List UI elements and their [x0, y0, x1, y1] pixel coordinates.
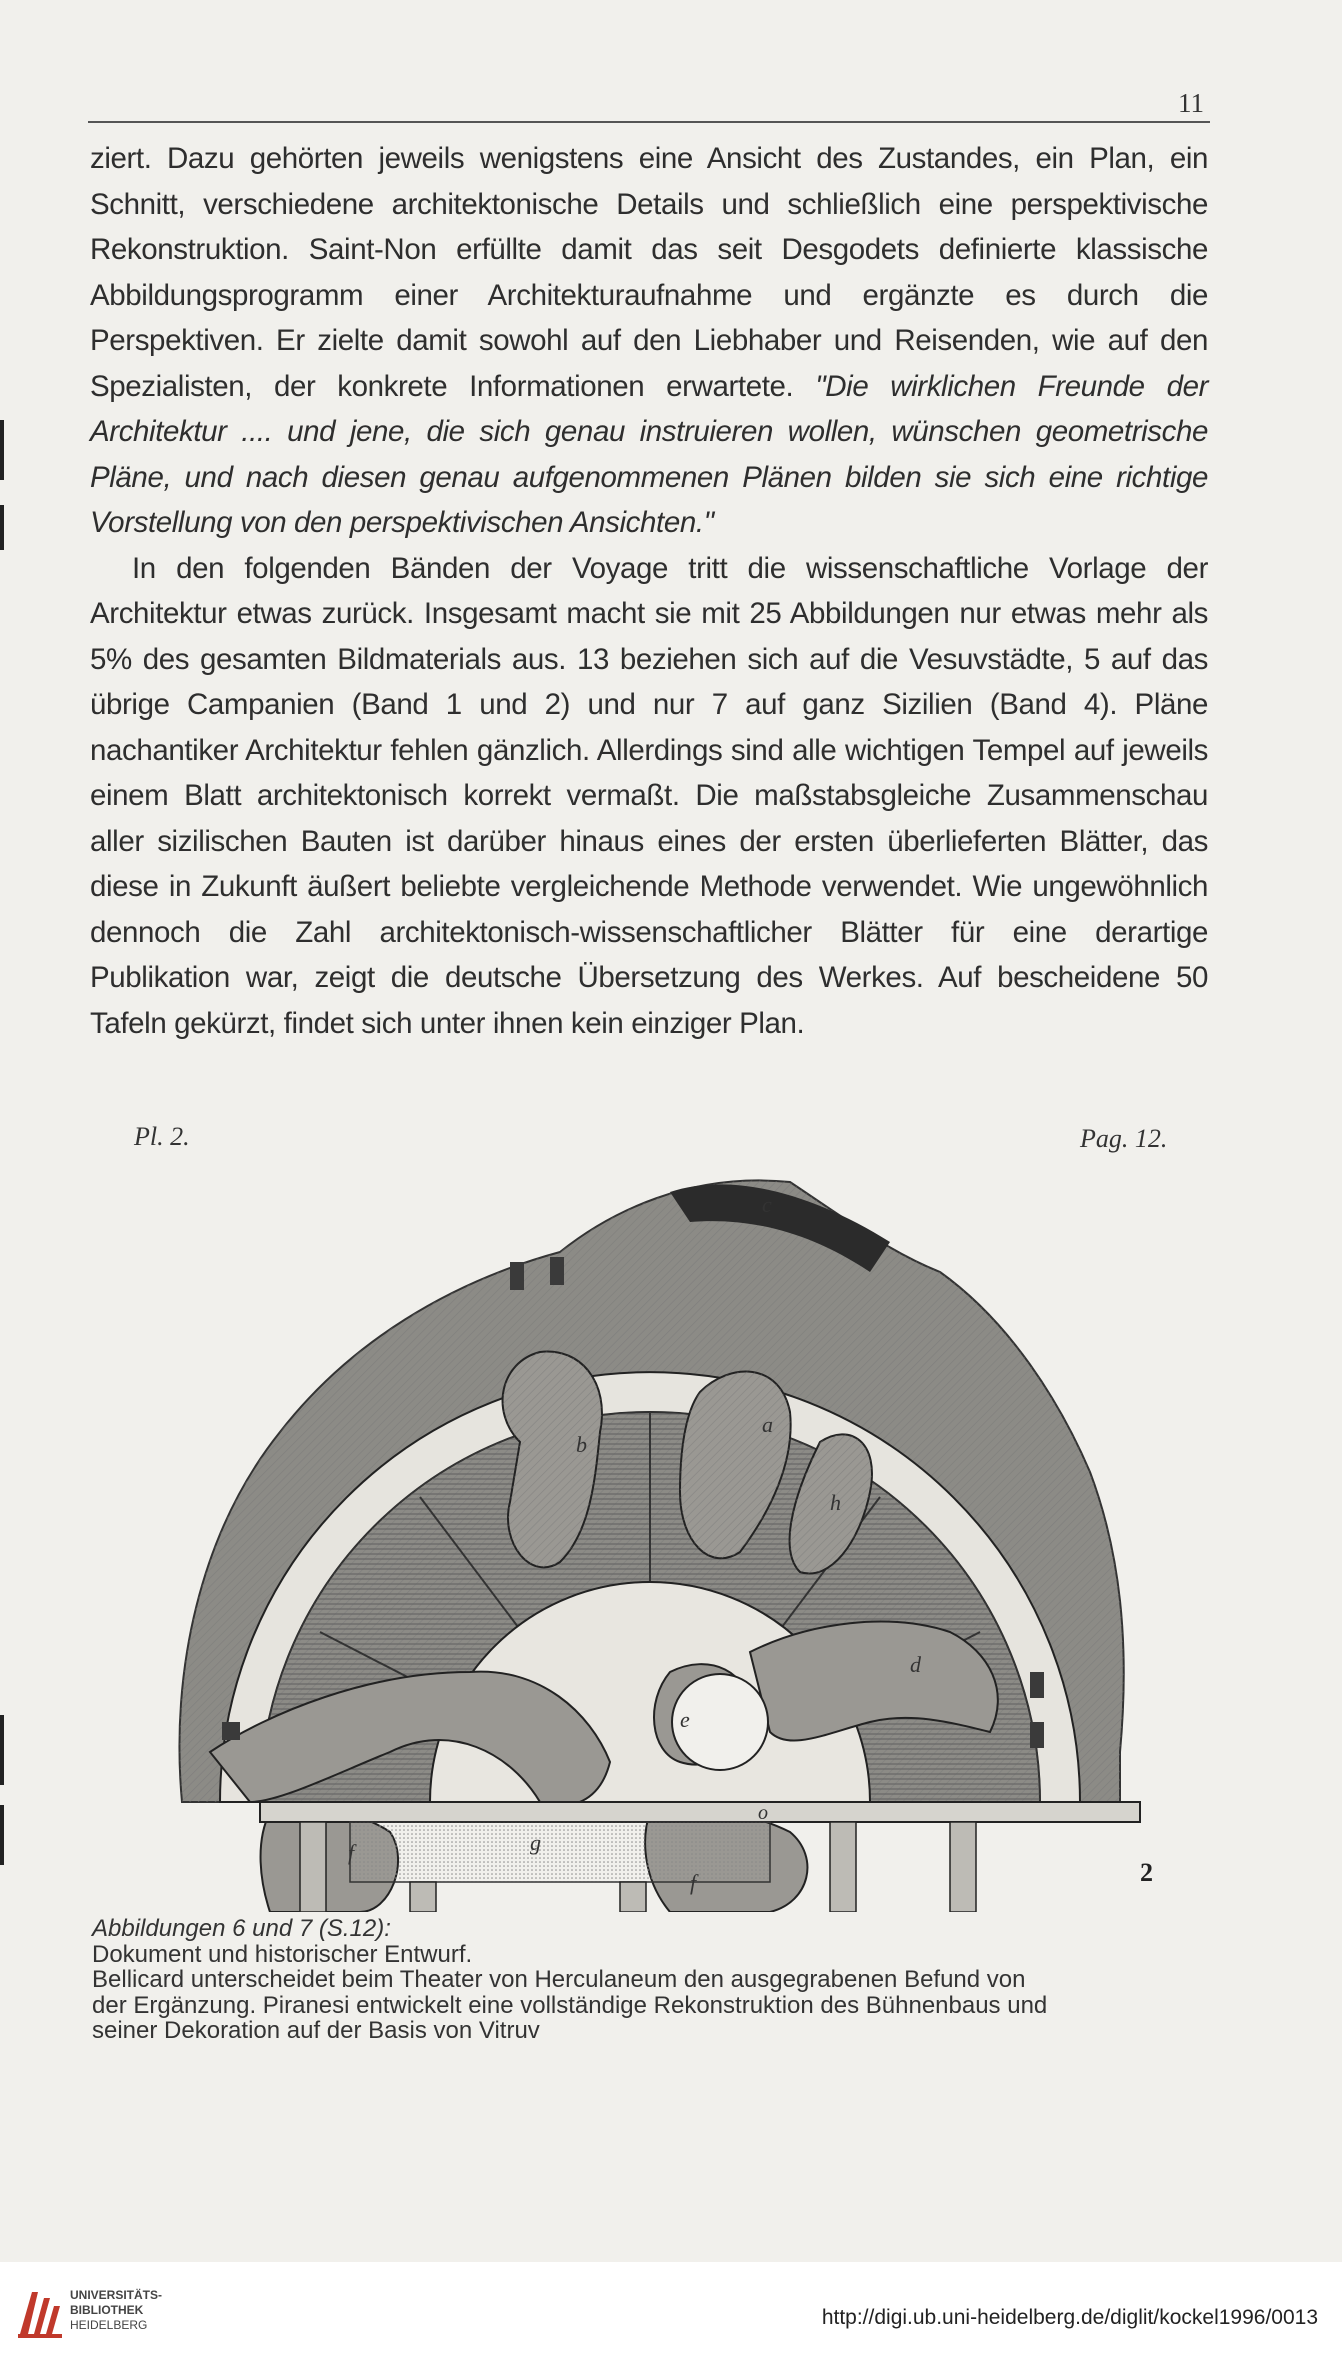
binding-mark [0, 1805, 4, 1865]
library-logo-text [70, 2288, 162, 2333]
page-label: Pag. 12. [1080, 1124, 1168, 1153]
plan-letter-f-left: f [348, 1840, 355, 1865]
figure-caption [92, 1916, 1212, 2044]
plan-letter-d: d [910, 1652, 921, 1677]
theater-plan-engraving [90, 1112, 1210, 1912]
plan-letter-b: b [576, 1432, 587, 1457]
figure-number: 2 [1140, 1858, 1153, 1887]
source-url[interactable]: http://digi.ub.uni-heidelberg.de/diglit/kockel1996/0013 [821, 2306, 1318, 2329]
plan-letter-h: h [830, 1490, 841, 1515]
library-logo-icon [14, 2284, 64, 2340]
caption-line-2: Bellicard unterscheidet beim Theater von Herculaneum den ausgegrabenen Befund von [92, 1966, 1026, 1993]
paragraph-1 [90, 136, 1208, 546]
caption-line-4: seiner Dekoration auf der Basis von Vitruv [92, 2017, 540, 2044]
logo-line-1: UNIVERSITÄTS- [70, 2288, 163, 2302]
plan-letter-c: c [762, 1192, 772, 1217]
plan-letter-f-right: f [690, 1870, 697, 1895]
binding-mark [0, 1715, 4, 1785]
logo-line-3: HEIDELBERG [70, 2318, 148, 2332]
caption-title: Abbildungen 6 und 7 (S.12): [92, 1915, 391, 1942]
plan-letter-a: a [762, 1412, 773, 1437]
logo-line-2: BIBLIOTHEK [70, 2303, 144, 2317]
plate-label: Pl. 2. [134, 1122, 190, 1151]
binding-mark [0, 505, 4, 550]
caption-line-3: der Ergänzung. Piranesi entwickelt eine vollständige Rekonstruktion des Bühnenbaus und [92, 1991, 1048, 2019]
binding-mark [0, 420, 4, 480]
university-library-logo [14, 2284, 194, 2340]
caption-line-1: Dokument und historischer Entwurf. [92, 1940, 473, 1968]
plan-letter-o: o [758, 1802, 768, 1824]
saint-non-quote: "Die wirklichen Freunde der Architektur .... und jene, die sich genau instruieren wollen, wünschen geometrische Pläne, und nach diesen genau aufgenommenen Plänen bilden sie sich eine richtige Vorstellung von den perspektivischen Ansichten." [90, 369, 1209, 539]
plan-letter-e: e [680, 1707, 690, 1732]
header-rule [88, 121, 1210, 123]
body-text [90, 136, 1208, 1046]
plan-letter-g: g [530, 1830, 541, 1855]
paragraph-1-text: ziert. Dazu gehörten jeweils wenigstens eine Ansicht des Zustandes, ein Plan, ein Schnitt, verschiedene architektonische Details und schließlich eine perspektivische Rekonstruktion. Saint-Non erfüllte damit das seit Desgodets definierte klassische Abbildungsprogramm einer Architekturaufnahme und ergänzte es durch die Perspektiven. Er zielte damit sowohl auf den Liebhaber und Reisenden, wie auf den Spezialisten, der konkrete Informationen erwartete. [90, 142, 1208, 403]
paragraph-2: In den folgenden Bänden der Voyage tritt die wissenschaftliche Vorlage der Architektur etwas zurück. Insgesamt macht sie mit 25 Abbildungen nur etwas mehr als 5% des gesamten Bildmaterials aus. 13 beziehen sich auf die Vesuvstädte, 5 auf das übrige Campanien (Band 1 und 2) und nur 7 auf ganz Sizilien (Band 4). Pläne nachantiker Architektur fehlen gänzlich. Allerdings sind alle wichtigen Tempel auf jeweils einem Blatt architektonisch korrekt vermaßt. Die maßstabsgleiche Zusammenschau aller sizilischen Bauten ist darüber hinaus eines der ersten überlieferten Blätter, das diese in Zukunft äußert beliebte vergleichende Methode verwendet. Wie ungewöhnlich dennoch die Zahl architektonisch-wissenschaftlicher Blätter für eine derartige Publikation war, zeigt die deutsche Übersetzung des Werkes. Auf bescheidene 50 Tafeln gekürzt, findet sich unter ihnen kein einziger Plan. [90, 551, 1208, 1040]
page-number: 11 [1178, 88, 1204, 118]
theater-plan-figure [90, 1112, 1210, 1912]
